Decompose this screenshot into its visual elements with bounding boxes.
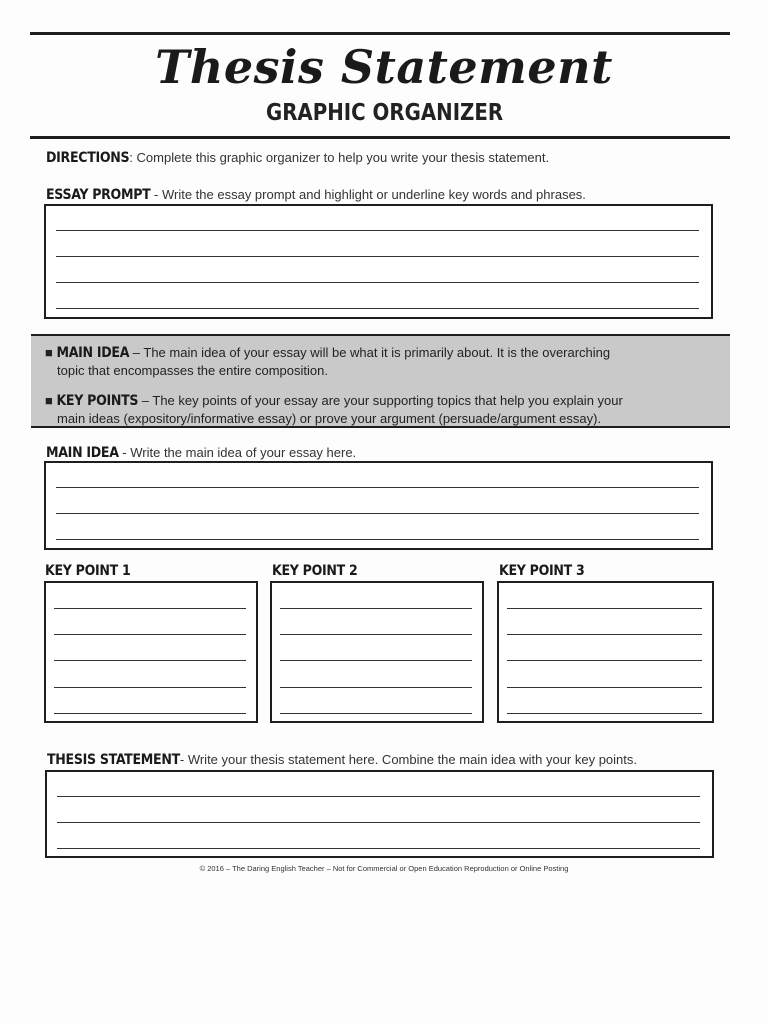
key-points-definition-text: – The key points of your essay are your supporting topics that help you explain your [138,393,623,408]
key-point-3-box[interactable] [497,581,714,723]
writing-line [57,796,700,797]
writing-line [54,634,246,635]
key-points-definition-text-2: main ideas (expository/informative essay) or prove your argument (persuade/argument essay). [57,411,602,426]
writing-line [507,634,702,635]
bullet-icon: ■ [45,345,57,360]
writing-line [54,660,246,661]
thesis-text: - Write your thesis statement here. Combine the main idea with your key points. [179,752,638,767]
main-idea-instruction [46,445,356,461]
main-idea-label: MAIN IDEA [46,445,119,461]
directions-text: : Complete this graphic organizer to help you write your thesis statement. [129,150,550,165]
writing-line [54,687,246,688]
copyright-footer: © 2016 – The Daring English Teacher – Not for Commercial or Open Education Reproduction or Online Posting [199,864,569,873]
writing-line [56,308,699,309]
key-point-2-box[interactable] [270,581,484,723]
writing-line [280,687,472,688]
main-idea-definition-text: – The main idea of your essay will be what it is primarily about. It is the overarching [129,345,611,360]
writing-line [54,608,246,609]
main-idea-definition-label: MAIN IDEA [56,345,130,361]
main-idea-definition-text-2: topic that encompasses the entire composition. [57,363,328,378]
writing-line [56,539,699,540]
writing-line [507,713,702,714]
directions-label: DIRECTIONS [46,150,130,166]
writing-line [280,660,472,661]
writing-line [280,608,472,609]
writing-line [56,230,699,231]
key-points-definition-label: KEY POINTS [56,393,139,409]
definitions-band [31,334,730,428]
thesis-label: THESIS STATEMENT [47,752,180,768]
directions [46,150,549,166]
page-subtitle: GRAPHIC ORGANIZER [265,100,504,126]
key-point-1-label: KEY POINT 1 [45,563,131,579]
key-point-1-box[interactable] [44,581,258,723]
writing-line [56,256,699,257]
key-points-definition [45,392,725,427]
page-title: Thesis Statement [155,40,613,94]
bullet-icon: ■ [45,393,57,408]
writing-line [507,660,702,661]
writing-line [280,713,472,714]
essay-prompt-label: ESSAY PROMPT [46,187,151,203]
header-rule [30,136,730,139]
writing-line [56,487,699,488]
essay-prompt-box[interactable] [44,204,713,319]
writing-line [57,822,700,823]
main-idea-box[interactable] [44,461,713,550]
writing-line [56,513,699,514]
essay-prompt-text: - Write the essay prompt and highlight or underline key words and phrases. [150,187,586,202]
writing-line [507,687,702,688]
writing-line [54,713,246,714]
thesis-statement-box[interactable] [45,770,714,858]
essay-prompt-instruction [46,187,586,203]
key-point-2-label: KEY POINT 2 [272,563,358,579]
writing-line [507,608,702,609]
writing-line [280,634,472,635]
thesis-instruction [47,752,637,768]
writing-line [57,848,700,849]
main-idea-definition [45,344,725,379]
main-idea-text: - Write the main idea of your essay here. [118,445,357,460]
top-rule [30,32,730,35]
writing-line [56,282,699,283]
key-point-3-label: KEY POINT 3 [499,563,585,579]
